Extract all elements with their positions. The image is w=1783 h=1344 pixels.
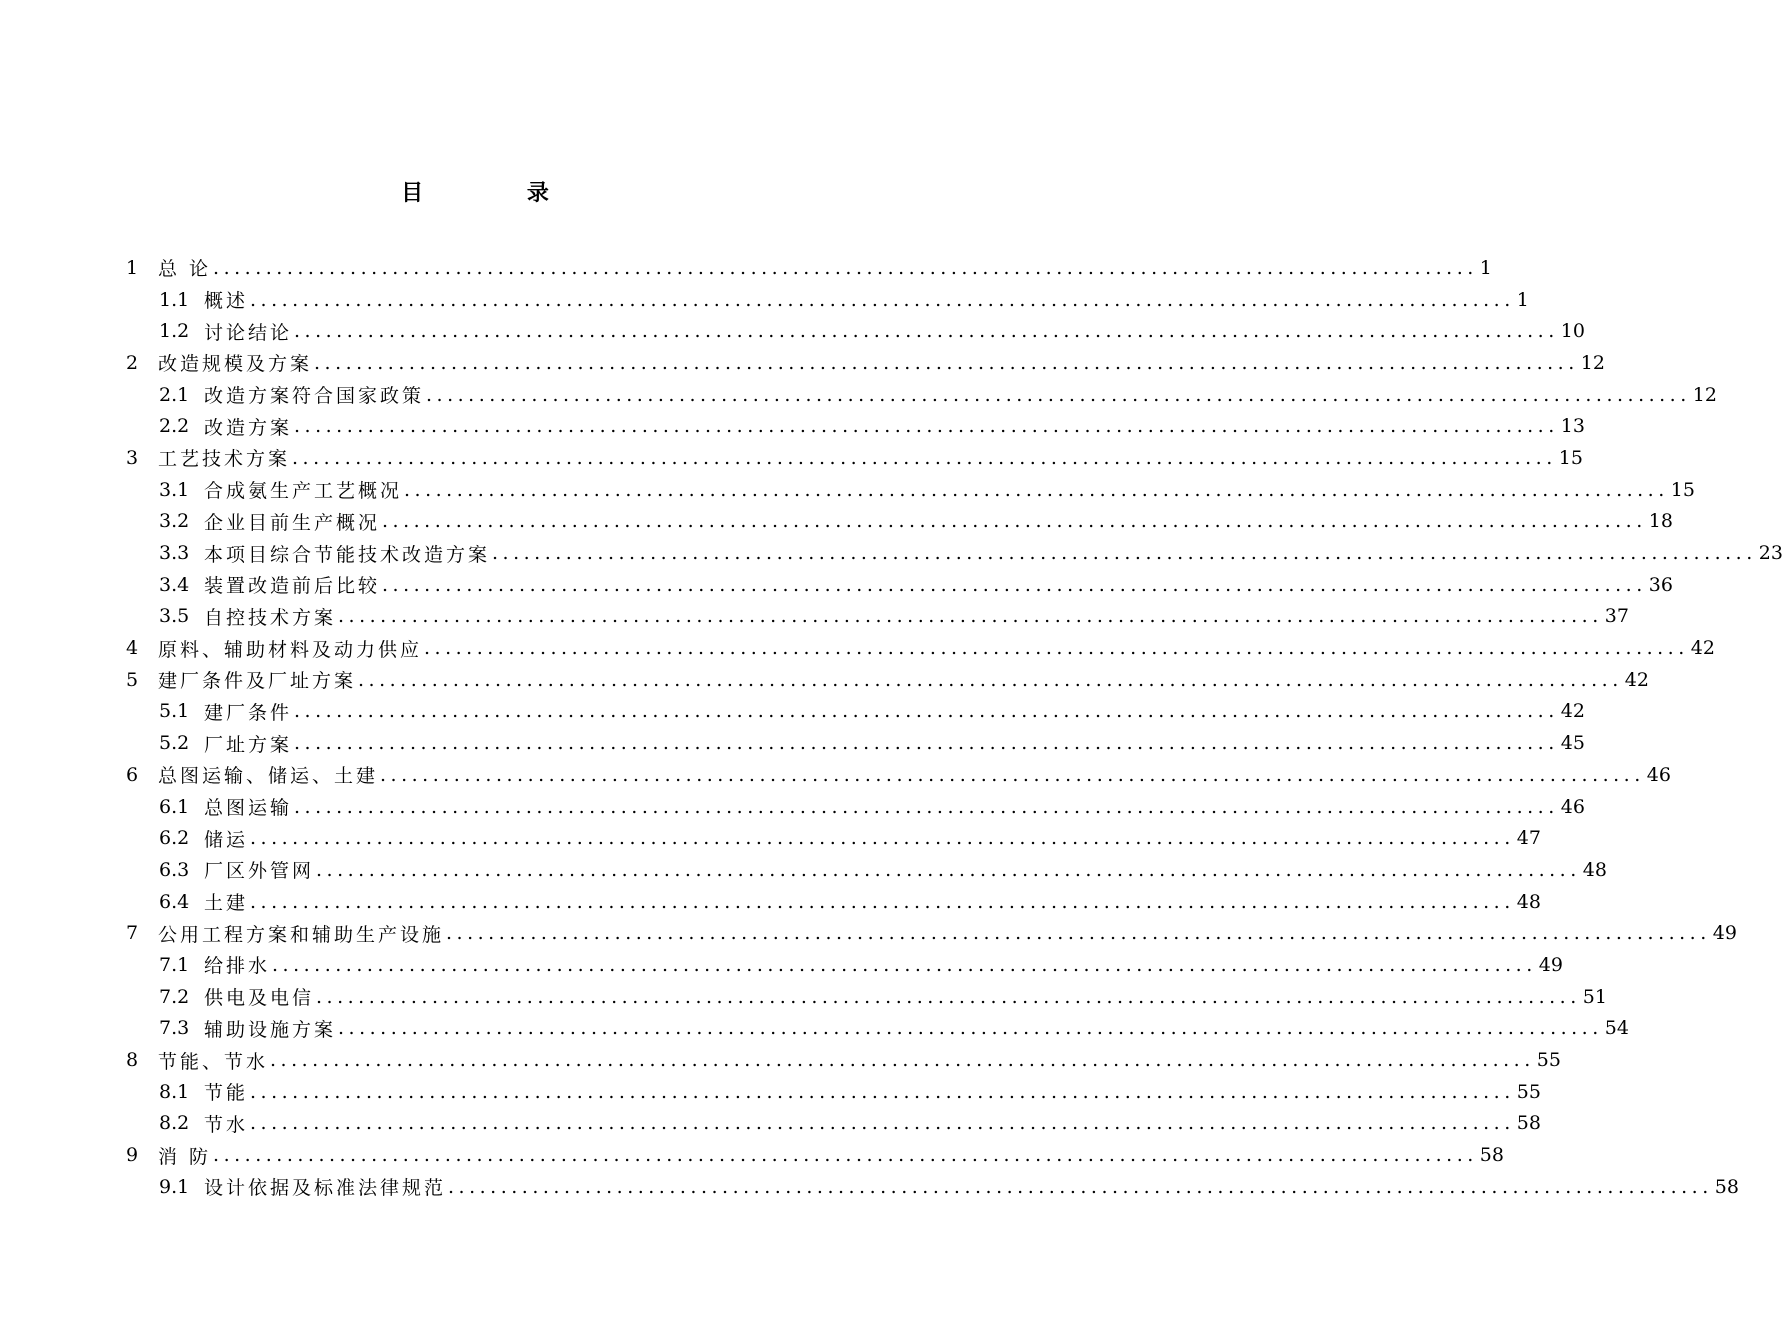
toc-entry-number: 6.1 — [159, 795, 190, 818]
toc-entry[interactable] — [126, 759, 1671, 791]
toc-entry-page: 10 — [1560, 320, 1585, 343]
table-of-contents — [126, 252, 1783, 1203]
toc-entry-number: 9 — [126, 1144, 139, 1167]
toc-entry-label: 概述 — [204, 290, 249, 313]
toc-entry-page: 49 — [1712, 922, 1737, 945]
toc-entry-page: 1 — [1516, 288, 1529, 311]
toc-entry-page: 58 — [1714, 1175, 1739, 1198]
toc-entry-number: 9.1 — [159, 1175, 190, 1198]
toc-entry-label: 合成氨生产工艺概况 — [204, 480, 403, 503]
toc-leader-dots: ........................................................................................................................ — [316, 858, 1581, 881]
toc-leader-dots: ........................................................................................................................ — [424, 637, 1689, 660]
toc-leader-dots: ........................................................................................................................ — [294, 795, 1559, 818]
toc-entry-page: 12 — [1580, 351, 1605, 374]
toc-entry-page: 23 — [1758, 542, 1783, 565]
toc-entry[interactable] — [126, 442, 1583, 474]
toc-entry-label: 自控技术方案 — [204, 606, 337, 629]
toc-entry-page: 37 — [1604, 605, 1629, 628]
toc-entry-page: 13 — [1560, 415, 1585, 438]
toc-title: 目 录 — [401, 180, 597, 206]
toc-entry-number: 4 — [126, 637, 139, 660]
toc-entry-page: 46 — [1560, 795, 1585, 818]
toc-entry-number: 1.1 — [159, 288, 190, 311]
toc-entry-page: 42 — [1560, 700, 1585, 723]
toc-leader-dots: ........................................................................................................................ — [270, 1049, 1535, 1072]
toc-entry[interactable] — [126, 474, 1695, 506]
toc-entry[interactable] — [126, 601, 1629, 633]
toc-entry-page: 55 — [1536, 1049, 1561, 1072]
toc-entry-page: 58 — [1479, 1144, 1504, 1167]
toc-entry-page: 55 — [1516, 1080, 1541, 1103]
toc-entry-number: 8.2 — [159, 1112, 190, 1135]
toc-entry-label: 节能、节水 — [158, 1050, 269, 1073]
toc-entry-page: 12 — [1692, 383, 1717, 406]
toc-entry-page: 54 — [1604, 1017, 1629, 1040]
toc-entry-label: 改造规模及方案 — [158, 353, 313, 376]
toc-entry-label: 节水 — [204, 1113, 249, 1136]
toc-leader-dots: ........................................................................................................................ — [338, 1017, 1603, 1040]
toc-entry-number: 6.2 — [159, 827, 190, 850]
toc-leader-dots: ........................................................................................................................ — [446, 922, 1711, 945]
toc-entry[interactable] — [126, 727, 1585, 759]
toc-entry-number: 3.1 — [159, 478, 190, 501]
toc-leader-dots: ........................................................................................................................ — [292, 446, 1557, 469]
toc-leader-dots: ........................................................................................................................ — [213, 1144, 1478, 1167]
toc-entry-label: 原料、辅助材料及动力供应 — [158, 638, 423, 661]
toc-entry-number: 6.4 — [159, 890, 190, 913]
toc-entry-page: 36 — [1648, 573, 1673, 596]
toc-leader-dots: ........................................................................................................................ — [380, 763, 1645, 786]
toc-entry-page: 1 — [1479, 256, 1492, 279]
toc-entry-label: 设计依据及标准法律规范 — [204, 1177, 447, 1200]
toc-entry-page: 58 — [1516, 1112, 1541, 1135]
toc-entry-label: 厂区外管网 — [204, 860, 315, 883]
toc-entry-label: 建厂条件及厂址方案 — [158, 670, 357, 693]
toc-entry-page: 15 — [1670, 478, 1695, 501]
toc-entry-number: 3.2 — [159, 510, 190, 533]
toc-entry[interactable] — [126, 949, 1563, 981]
toc-leader-dots: ........................................................................................................................ — [294, 320, 1559, 343]
toc-entry-number: 2.1 — [159, 383, 190, 406]
toc-entry-number: 5.2 — [159, 732, 190, 755]
toc-entry[interactable] — [126, 347, 1605, 379]
toc-leader-dots: ........................................................................................................................ — [404, 478, 1669, 501]
toc-entry-page: 46 — [1646, 763, 1671, 786]
toc-entry[interactable] — [126, 252, 1492, 284]
toc-leader-dots: ........................................................................................................................ — [213, 256, 1478, 279]
toc-leader-dots: ........................................................................................................................ — [382, 573, 1647, 596]
toc-entry-label: 企业目前生产概况 — [204, 511, 381, 534]
toc-leader-dots: ........................................................................................................................ — [272, 953, 1537, 976]
toc-entry-number: 1.2 — [159, 320, 190, 343]
toc-entry[interactable] — [126, 917, 1737, 949]
toc-leader-dots: ........................................................................................................................ — [358, 668, 1623, 691]
toc-entry-page: 49 — [1538, 953, 1563, 976]
toc-entry[interactable] — [126, 1108, 1541, 1140]
toc-entry-page: 42 — [1624, 668, 1649, 691]
toc-entry-label: 工艺技术方案 — [158, 448, 291, 471]
toc-entry[interactable] — [126, 315, 1585, 347]
toc-entry-number: 5.1 — [159, 700, 190, 723]
toc-leader-dots: ........................................................................................................................ — [492, 542, 1757, 565]
toc-entry-page: 45 — [1560, 732, 1585, 755]
toc-entry[interactable] — [126, 664, 1649, 696]
toc-entry[interactable] — [126, 379, 1717, 411]
toc-leader-dots: ........................................................................................................................ — [250, 1080, 1515, 1103]
toc-entry-label: 辅助设施方案 — [204, 1018, 337, 1041]
toc-entry-page: 48 — [1582, 858, 1607, 881]
toc-entry-number: 2 — [126, 351, 139, 374]
toc-entry-label: 公用工程方案和辅助生产设施 — [158, 923, 445, 946]
toc-leader-dots: ........................................................................................................................ — [382, 510, 1647, 533]
toc-leader-dots: ........................................................................................................................ — [426, 383, 1691, 406]
toc-entry-number: 3.5 — [159, 605, 190, 628]
toc-entry-label: 储运 — [204, 828, 249, 851]
toc-leader-dots: ........................................................................................................................ — [294, 732, 1559, 755]
toc-entry-label: 土建 — [204, 892, 249, 915]
toc-entry-number: 3.3 — [159, 542, 190, 565]
toc-entry[interactable] — [126, 537, 1783, 569]
toc-entry[interactable] — [126, 1013, 1629, 1045]
toc-entry-number: 3.4 — [159, 573, 190, 596]
toc-entry-label: 总图运输、储运、土建 — [158, 765, 379, 788]
toc-entry-number: 8.1 — [159, 1080, 190, 1103]
toc-entry[interactable] — [126, 410, 1585, 442]
toc-entry-label: 总图运输 — [204, 797, 293, 820]
toc-entry[interactable] — [126, 1171, 1739, 1203]
toc-entry-number: 6.3 — [159, 858, 190, 881]
toc-leader-dots: ........................................................................................................................ — [316, 985, 1581, 1008]
toc-entry-number: 6 — [126, 763, 139, 786]
toc-entry[interactable] — [126, 1076, 1541, 1108]
toc-entry[interactable] — [126, 1044, 1561, 1076]
toc-entry-label: 供电及电信 — [204, 987, 315, 1010]
toc-entry-number: 7 — [126, 922, 139, 945]
toc-entry-label: 装置改造前后比较 — [204, 575, 381, 598]
toc-entry[interactable] — [126, 632, 1715, 664]
toc-entry-label: 厂址方案 — [204, 733, 293, 756]
toc-entry-page: 48 — [1516, 890, 1541, 913]
toc-entry-number: 2.2 — [159, 415, 190, 438]
toc-entry-number: 3 — [126, 446, 139, 469]
toc-entry[interactable] — [126, 569, 1673, 601]
toc-leader-dots: ........................................................................................................................ — [314, 351, 1579, 374]
toc-leader-dots: ........................................................................................................................ — [250, 827, 1515, 850]
toc-leader-dots: ........................................................................................................................ — [294, 415, 1559, 438]
toc-entry-number: 7.3 — [159, 1017, 190, 1040]
toc-entry-label: 改造方案符合国家政策 — [204, 385, 425, 408]
toc-leader-dots: ........................................................................................................................ — [338, 605, 1603, 628]
toc-entry-number: 7.1 — [159, 953, 190, 976]
toc-entry-page: 42 — [1690, 637, 1715, 660]
toc-entry-label: 总 论 — [158, 258, 212, 281]
toc-entry-number: 8 — [126, 1049, 139, 1072]
toc-entry[interactable] — [126, 886, 1541, 918]
toc-entry[interactable] — [126, 284, 1529, 316]
toc-entry[interactable] — [126, 981, 1607, 1013]
toc-entry-label: 本项目综合节能技术改造方案 — [204, 543, 491, 566]
toc-entry-label: 建厂条件 — [204, 701, 293, 724]
toc-entry-label: 讨论结论 — [204, 321, 293, 344]
toc-leader-dots: ........................................................................................................................ — [250, 1112, 1515, 1135]
toc-entry-page: 18 — [1648, 510, 1673, 533]
toc-entry-number: 7.2 — [159, 985, 190, 1008]
toc-entry[interactable] — [126, 506, 1673, 538]
toc-entry-page: 15 — [1558, 446, 1583, 469]
toc-entry[interactable] — [126, 1139, 1504, 1171]
toc-entry-label: 消 防 — [158, 1145, 212, 1168]
toc-leader-dots: ........................................................................................................................ — [250, 288, 1515, 311]
toc-entry-label: 给排水 — [204, 955, 271, 978]
toc-entry-number: 1 — [126, 256, 139, 279]
toc-entry-number: 5 — [126, 668, 139, 691]
toc-entry-page: 51 — [1582, 985, 1607, 1008]
toc-entry[interactable] — [126, 822, 1541, 854]
toc-leader-dots: ........................................................................................................................ — [448, 1175, 1713, 1198]
toc-entry[interactable] — [126, 854, 1607, 886]
toc-entry[interactable] — [126, 696, 1585, 728]
toc-entry-label: 改造方案 — [204, 416, 293, 439]
toc-entry-page: 47 — [1516, 827, 1541, 850]
toc-leader-dots: ........................................................................................................................ — [250, 890, 1515, 913]
toc-leader-dots: ........................................................................................................................ — [294, 700, 1559, 723]
toc-entry[interactable] — [126, 791, 1585, 823]
toc-entry-label: 节能 — [204, 1082, 249, 1105]
